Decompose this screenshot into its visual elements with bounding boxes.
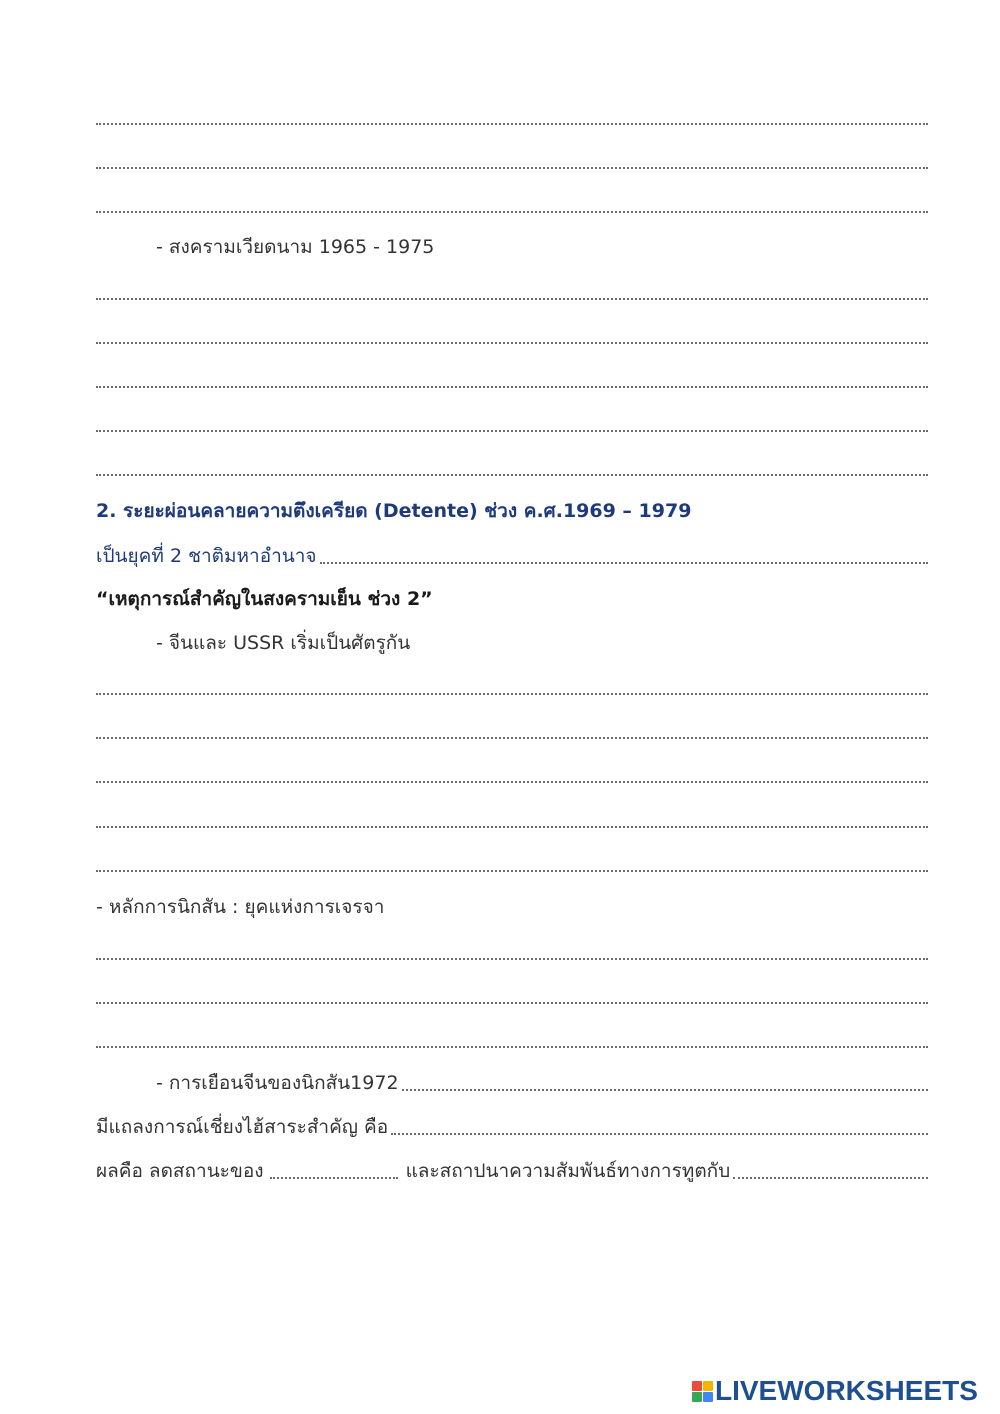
events-title — [96, 586, 928, 612]
answer-line[interactable] — [96, 167, 928, 169]
logo-square — [703, 1392, 713, 1402]
answer-line[interactable] — [96, 123, 928, 125]
liveworksheets-logo-text: LIVEWORKSHEETS — [715, 1375, 978, 1406]
answer-line[interactable] — [96, 1046, 928, 1048]
logo-square — [692, 1392, 702, 1402]
section-2-heading — [96, 498, 928, 524]
answer-line[interactable] — [96, 474, 928, 476]
answer-line[interactable] — [96, 781, 928, 783]
china-ussr-item — [156, 630, 928, 656]
answer-line[interactable] — [96, 693, 928, 695]
china-ussr-label: - จีนและ USSR เริ่มเป็นศัตรูกัน — [156, 632, 411, 654]
reduced-status-answer[interactable] — [270, 1177, 398, 1179]
liveworksheets-logo-icon — [692, 1381, 713, 1402]
section-2-heading-text: 2. ระยะผ่อนคลายความตึงเครียด (Detente) ช่วง ค.ศ.1969 – 1979 — [96, 500, 692, 522]
era-two-powers-label: เป็นยุคที่ 2 ชาติมหาอำนาจ — [96, 545, 317, 567]
answer-line[interactable] — [96, 958, 928, 960]
shanghai-communique-label: มีแถลงการณ์เชี่ยงไฮ้สาระสำคัญ คือ — [96, 1116, 389, 1138]
result-middle-label: และสถาปนาความสัมพันธ์ทางการทูตกับ — [405, 1160, 731, 1182]
shanghai-communique-row — [96, 1114, 928, 1140]
answer-line[interactable] — [96, 870, 928, 872]
vietnam-war-label: - สงครามเวียดนาม 1965 - 1975 — [156, 236, 435, 258]
answer-line[interactable] — [96, 342, 928, 344]
era-two-powers-answer[interactable] — [320, 562, 928, 564]
diplomatic-relations-answer[interactable] — [733, 1177, 928, 1179]
nixon-visit-label: - การเยือนจีนของนิกสัน1972 — [156, 1072, 399, 1094]
era-two-powers-row — [96, 543, 928, 569]
logo-square — [692, 1381, 702, 1391]
result-row — [96, 1158, 928, 1184]
nixon-doctrine-item — [96, 894, 928, 920]
answer-line[interactable] — [96, 430, 928, 432]
answer-line[interactable] — [96, 1002, 928, 1004]
logo-square — [703, 1381, 713, 1391]
answer-line[interactable] — [96, 386, 928, 388]
vietnam-war-item — [156, 234, 928, 260]
answer-line[interactable] — [96, 211, 928, 213]
answer-line[interactable] — [96, 737, 928, 739]
shanghai-communique-answer[interactable] — [391, 1133, 928, 1135]
events-title-text: “เหตุการณ์สำคัญในสงครามเย็น ช่วง 2” — [96, 588, 433, 610]
answer-line[interactable] — [96, 826, 928, 828]
nixon-doctrine-label: - หลักการนิกสัน : ยุคแห่งการเจรจา — [96, 896, 385, 918]
liveworksheets-logo — [692, 1376, 978, 1406]
result-prefix-label: ผลคือ ลดสถานะของ — [96, 1160, 264, 1182]
answer-line[interactable] — [96, 298, 928, 300]
nixon-visit-row — [156, 1070, 928, 1096]
nixon-visit-answer[interactable] — [402, 1089, 928, 1091]
